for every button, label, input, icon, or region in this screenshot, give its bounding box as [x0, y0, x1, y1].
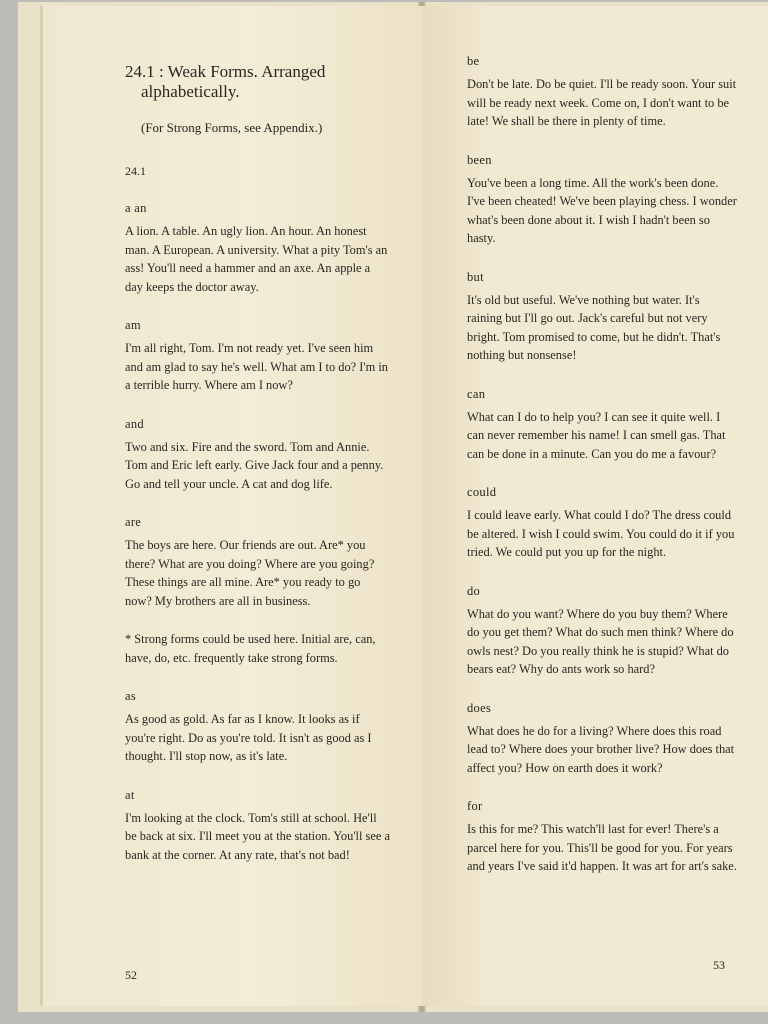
- headword-at: at: [125, 787, 135, 802]
- headword-a-an: a an: [125, 201, 147, 215]
- example-and: Two and six. Fire and the sword. Tom and Annie. Tom and Eric left early. Give Jack four and a penny. Go and tell your uncle. A cat and dog life.: [125, 439, 384, 491]
- subtitle: (For Strong Forms, see Appendix.): [141, 120, 323, 135]
- example-could: I could leave early. What could I do? The dress could be altered. I wish I could swim. You could do it if you tried. We could put you up for the night.: [467, 508, 735, 559]
- example-do: What do you want? Where do you buy them? Where do you get them? What do such men think? Where do owls nest? Do you really think he is stupid? What do bears eat? Why do ants work so hard?: [467, 606, 734, 676]
- example-am: I'm all right, Tom. I'm not ready yet. I've seen him and am glad to say he's well. What am I to do? I'm in a terrible hurry. Where am I now?: [125, 341, 388, 392]
- headword-be: be: [467, 54, 480, 68]
- section-title: [125, 62, 390, 102]
- example-be: Don't be late. Do be quiet. I'll be ready soon. Your suit will be ready next week. Come on, I don't want to be late! We shall be there in plenty of time.: [467, 77, 737, 128]
- example-are: The boys are here. Our friends are out. Are* you there? What are you doing? Where are you going? These things are all mine. Are* you ready to go now? My brothers are all in business.: [125, 538, 375, 608]
- headword-been: been: [467, 152, 492, 167]
- headword-could: could: [467, 485, 497, 499]
- example-but: It's old but useful. We've nothing but water. It's raining but I'll go out. Jack's careful but not very bright. Tom promised to come, but he didn't. That's nothing but nonsense!: [467, 292, 721, 362]
- open-book: [18, 2, 768, 1012]
- example-can: What can I do to help you? I can see it quite well. I can never remember his name! I can smell gas. That can be done in a minute. Can you do me a favour?: [467, 409, 726, 461]
- example-a-an: A lion. A table. An ugly lion. An hour. An honest man. A European. A university. What a pity Tom's an ass! You'll need a hammer and an axe. An apple a day keeps the doctor away.: [125, 224, 388, 294]
- headword-am: am: [125, 318, 141, 332]
- page-number-right: 53: [713, 958, 725, 972]
- headword-for: for: [467, 799, 483, 813]
- footnote: * Strong forms could be used here. Initial are, can, have, do, etc. frequently take strong forms.: [125, 632, 376, 665]
- headword-and: and: [125, 416, 144, 431]
- title-line-2: alphabetically.: [141, 82, 240, 101]
- example-been: You've been a long time. All the work's been done. I've been cheated! We've been playing chess. I wonder what's been done about it. I wish I hadn't been so hasty.: [467, 175, 737, 245]
- page-number-left: 52: [125, 968, 137, 982]
- title-line-1: 24.1 : Weak Forms. Arranged: [125, 62, 326, 81]
- headword-but: but: [467, 269, 484, 284]
- example-for: Is this for me? This watch'll last for ever! There's a parcel here for you. This'll be good for you. For years and years I've said it'd happen. It was art for art's sake.: [467, 822, 737, 873]
- headword-as: as: [125, 689, 137, 703]
- headword-can: can: [467, 386, 486, 401]
- example-as: As good as gold. As far as I know. It looks as if you're right. Do as you're told. It isn't as good as I thought. I'll stop now, as it's late.: [125, 712, 372, 763]
- headword-does: does: [467, 700, 492, 715]
- left-page: [40, 6, 423, 1006]
- section-number: 24.1: [125, 164, 146, 178]
- example-at: I'm looking at the clock. Tom's still at school. He'll be back at six. I'll meet you at the station. You'll see a bank at the corner. At any rate, that's not bad!: [125, 810, 390, 862]
- right-page: [423, 6, 768, 1006]
- headword-are: are: [125, 515, 142, 529]
- example-does: What does he do for a living? Where does this road lead to? Where does your brother live? How does that affect you? How on earth does it work?: [467, 723, 735, 775]
- headword-do: do: [467, 583, 481, 598]
